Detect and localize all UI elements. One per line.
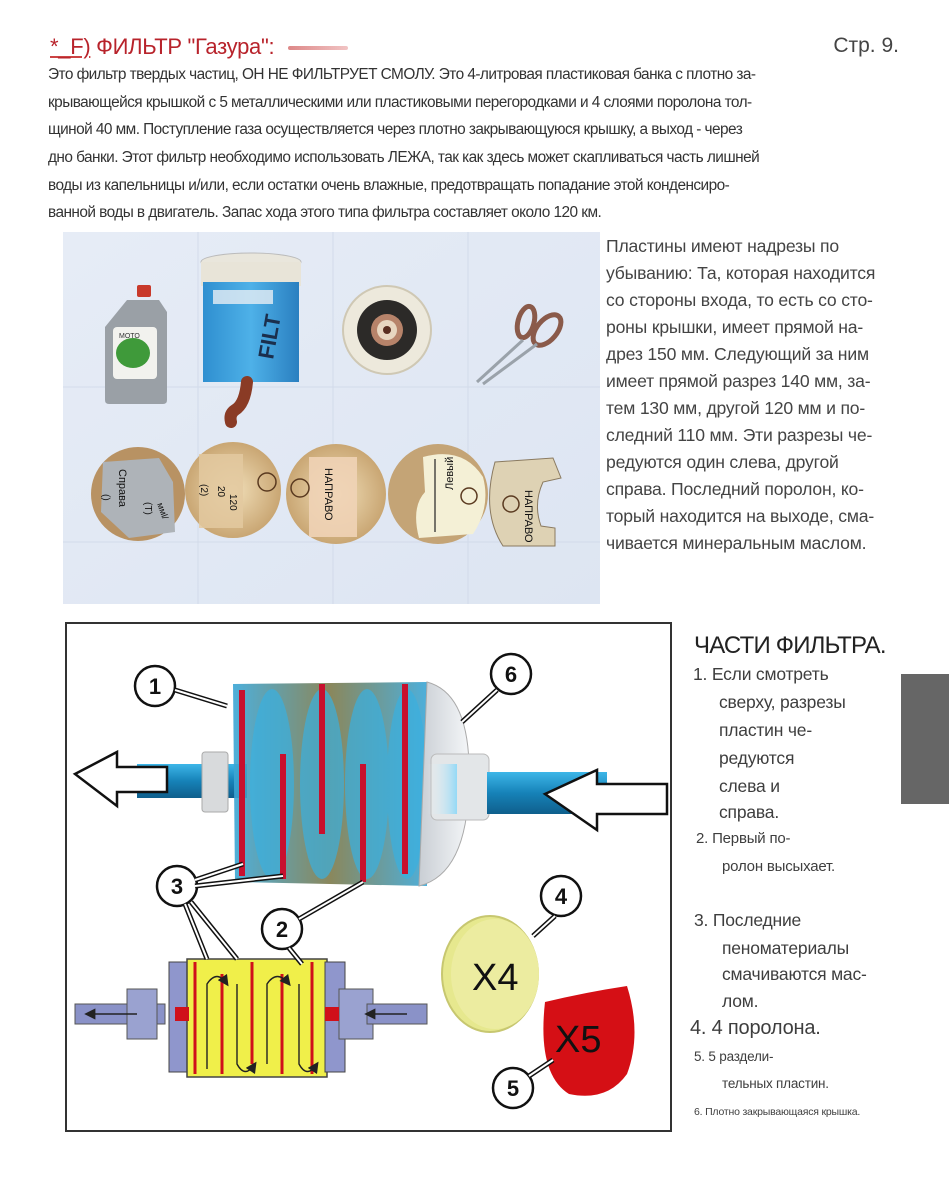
side-text-line: имеет прямой разрез 140 мм, за- <box>606 371 871 391</box>
disc-label: 120 <box>227 494 238 511</box>
callout-4-label: 4 <box>554 884 568 909</box>
filter-lid-image <box>343 286 431 374</box>
section-marker: *_F) <box>50 34 91 59</box>
page-number: Стр. 9. <box>833 34 899 57</box>
part-1-line: сверху, разрезы <box>719 692 846 712</box>
side-text-line: убыванию: Та, которая находится <box>606 263 876 283</box>
side-text-line: справа. Последний поролон, ко- <box>606 479 864 499</box>
disc-label: () <box>100 494 111 501</box>
section-title-text: ФИЛЬТР "Газура": <box>90 34 275 59</box>
foam-disc-4 <box>388 444 488 544</box>
part-1-line: редуются <box>719 748 795 768</box>
callout-2-label: 2 <box>275 917 289 942</box>
part-3-line: смачиваются мас- <box>722 964 867 984</box>
disc-label: Левый <box>444 456 456 490</box>
parts-title: ЧАСТИ ФИЛЬТРА. <box>694 632 886 659</box>
part-3-line: лом. <box>722 991 759 1011</box>
part-3-line: пеноматериалы <box>722 938 849 958</box>
intro-line: крывающейся крышкой с 5 металлическими или пластиковыми перегородками и 4 слоями поролона тол- <box>48 94 752 111</box>
callout-6 <box>462 654 531 722</box>
part-6-line: 6. Плотно закрывающаяся крышка. <box>694 1106 861 1118</box>
intro-line: щиной 40 мм. Поступление газа осуществляется через плотно закрывающуюся крышку, а выход - через <box>48 121 743 138</box>
bottle-label: MOTO <box>119 333 140 340</box>
filter-section-view <box>75 959 427 1077</box>
disc-label: Справа <box>116 469 128 507</box>
part-1-line: пластин че- <box>719 720 812 740</box>
side-text-line: Пластины имеют надрезы по <box>606 236 839 256</box>
intro-line: ванной воды в двигатель. Запас хода этого типа фильтра составляет около 120 км. <box>48 204 602 221</box>
disc-label: ммl/ <box>155 501 171 521</box>
side-text-line: тем 130 мм, другой 120 мм и по- <box>606 398 866 418</box>
part-4-line: 4. 4 поролона. <box>690 1017 821 1039</box>
page-edge-tab <box>901 674 949 804</box>
foam-disc-2 <box>185 442 281 538</box>
intro-line: дно банки. Этот фильтр необходимо использовать ЛЕЖА, так как здесь может скапливаться часть лишней <box>48 149 760 166</box>
part-2-line: 2. Первый по- <box>696 830 791 847</box>
callout-5 <box>493 1060 553 1108</box>
disc-label: НАПРАВО <box>322 468 334 521</box>
filter-diagram <box>65 622 672 1132</box>
side-text-line: следний 110 мм. Эти разрезы че- <box>606 425 873 445</box>
side-text-line: со стороны входа, то есть со сто- <box>606 290 873 310</box>
filter-components-photo <box>63 232 600 604</box>
foam-disc-1 <box>91 447 185 541</box>
part-5-line: 5. 5 раздели- <box>694 1049 774 1064</box>
callout-3-label: 3 <box>170 874 184 899</box>
callout-5-label: 5 <box>506 1076 520 1101</box>
side-text-line: роны крышки, имеет прямой на- <box>606 317 864 337</box>
part-1-line: справа. <box>719 802 779 822</box>
can-label: FILT <box>253 312 286 361</box>
foam-count-label: X4 <box>472 957 519 999</box>
side-text-line: торый находится на выходе, сма- <box>606 506 874 526</box>
ink-smear <box>288 46 348 50</box>
part-2-line: ролон высыхает. <box>722 858 835 875</box>
part-3-line: 3. Последние <box>694 910 802 930</box>
side-text-line: чивается минеральным маслом. <box>606 533 867 553</box>
callout-6-label: 6 <box>504 662 518 687</box>
foam-disc-3 <box>286 444 386 544</box>
foam-disc-x4 <box>442 916 539 1032</box>
plate-x5 <box>543 986 634 1096</box>
disc-label: (2) <box>198 484 209 497</box>
intro-line: воды из капельницы и/или, если остатки очень влажные, предотвращать попадание этой конденсиро- <box>48 177 730 194</box>
part-5-line: тельных пластин. <box>722 1076 829 1091</box>
part-1-line: слева и <box>719 776 780 796</box>
side-text-line: дрез 150 мм. Следующий за ним <box>606 344 869 364</box>
part-1-line: 1. Если смотреть <box>693 664 829 684</box>
intro-line: Это фильтр твердых частиц, ОН НЕ ФИЛЬТРУЕТ СМОЛУ. Это 4-литровая пластиковая банка с плотно за- <box>48 66 756 83</box>
side-text-line: редуются один слева, другой <box>606 452 839 472</box>
section-title <box>50 34 348 60</box>
disc-label: 20 <box>215 486 226 498</box>
plate-count-label: X5 <box>555 1019 602 1061</box>
filter-3d-view <box>75 682 667 886</box>
disc-label: НАПРАВО <box>522 490 534 543</box>
disc-label: (T) <box>142 502 153 515</box>
callout-1-label: 1 <box>148 674 162 699</box>
